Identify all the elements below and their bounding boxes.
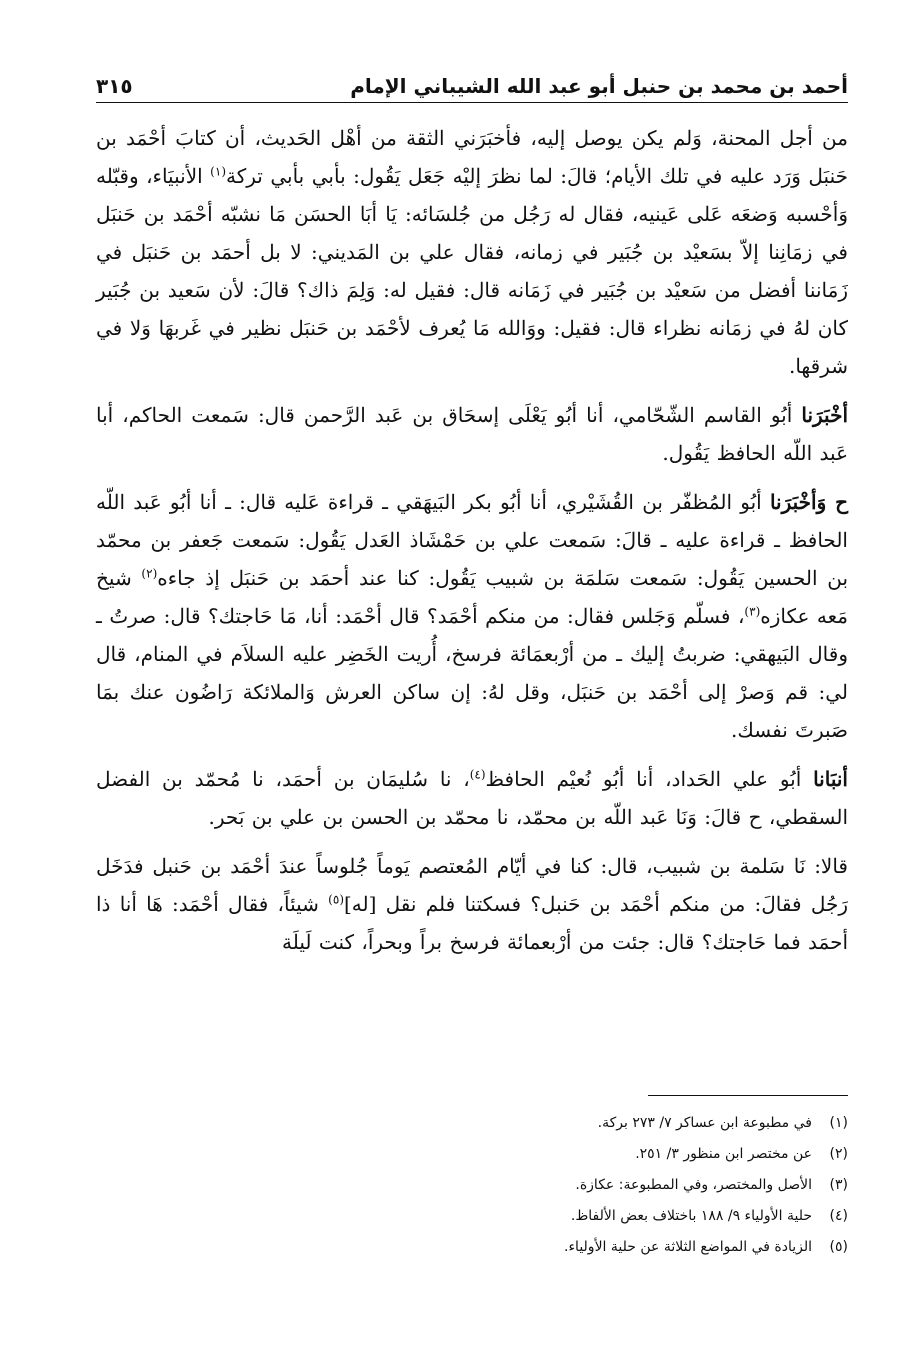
footnote-text: في مطبوعة ابن عساكر ٧/ ٢٧٣ بركة. — [597, 1115, 812, 1131]
paragraph — [96, 760, 848, 836]
paragraph-text: أبُو القاسم الشّحّامي، أنا أبُو يَعْلَى إسحَاق بن عَبد الرَّحمن قال: سَمعت الحاكم، أبا عَبد اللّه الحافظ يَقُول. — [96, 403, 848, 465]
paragraph — [96, 483, 848, 749]
paragraph-text: أبُو علي الحَداد، أنا أبُو نُعيْم الحافظ — [485, 767, 814, 791]
footnote-text: الزيادة في المواضع الثلاثة عن حلية الأولياء. — [564, 1239, 812, 1255]
isnad-lead: ح وَأخْبَرَنا — [769, 490, 848, 514]
footnote-number: (١) — [829, 1115, 848, 1131]
paragraph — [96, 847, 848, 961]
isnad-lead: أخْبَرَنا — [801, 403, 848, 427]
paragraph-text: قالا: نَا سَلمة بن شبيب، قال: كنا في أيّام المُعتصم يَوماً جُلوساً عندَ أحْمَد بن حَنبل فدَخَل رَجُل فقالَ: من منكم أحْمَد بن حَنبل؟ فسكتنا فلم نقل [له] — [96, 854, 848, 916]
footnote-text: حلية الأولياء ٩/ ١٨٨ باختلاف بعض الألفاظ. — [570, 1208, 812, 1224]
book-page — [96, 58, 848, 972]
footnotes — [96, 1095, 848, 1263]
paragraph-text: شيخ مَعه عكازه — [96, 566, 849, 628]
paragraph — [96, 396, 848, 472]
footnote — [96, 1139, 848, 1170]
paragraph-text: الأنبيَاء، وقبّله وَأحْسبه وَضعَه عَلى عَينيه، فقال له رَجُل من جُلسَائه: يَا أبَا الحسَن مَا نشبّه أحْمَد بن حَنبَل في زمَانِنا إلاّ بسَعيْد بن جُبَير في زمانه، فقال علي بن المَديني: لا بل أحمَد بن حَنبَل في زَمَاننا أفضل من سَعيْد بن جُبَير في زَمَانه قال: فقيل له: وَلِمَ ذاك؟ قالَ: لأن سَعيد بن جُبَير كان لهُ في زمَانه نظراء قال: فقيل: ووَالله مَا يُعرف لأحْمَد بن حَنبَل نظير في غَربهَا وَلا في شرقها. — [96, 164, 848, 378]
paragraph-text: من أجل المحنة، وَلم يكن يوصل إليه، فأخبَرَني الثقة من أهْل الحَديث، أن كتابَ أحْمَد بن حَنبَل وَرَد عليه في تلك الأيام؛ قالَ: لما نظرَ إليْه جَعَل يَقُول: بأبي بأبي تركة — [96, 126, 848, 188]
running-title: أحمد بن محمد بن حنبل أبو عبد الله الشيباني الإمام — [350, 74, 848, 98]
footnote-ref: (٣) — [744, 604, 761, 619]
footnote-number: (٢) — [829, 1146, 848, 1162]
paragraph-text: ، فسلّم وَجَلس فقال: من منكم أحْمَد؟ قال أحْمَد: أنا، مَا حَاجتك؟ قال: صرتُ ـ وقال البَيهقي: ضربتُ إليك ـ من أرْبعمَائة فرسخ، أُريت الخَضِر عليه السلاَم في المنام، قال لي: قم وَصرْ إلى أحْمَد بن حَنبَل، وقل لهُ: إن ساكن العرش وَالملائكة رَاضُون عنك بمَا صَبرتَ نفسك. — [96, 604, 848, 742]
footnote-number: (٥) — [829, 1239, 848, 1255]
paragraph-text: أبُو المُظفّر بن القُشَيْري، أنا أبُو بكر البَيهَقي ـ قراءة عَليه قال: ـ أنا أبُو عَبد اللّه الحافظ ـ قراءة عليه ـ قالَ: سَمعت علي بن حَمْشَاذ العَدل يَقُول: سَمعت جَعفر بن محمّد بن الحسين يَقُول: سَمعت سَلمَة بن شبيب يَقُول: كنا عند أحمَد بن حَنبَل إذ جاءه — [96, 490, 849, 590]
paragraph-text: ، نا سُليمَان بن أحمَد، نا مُحمّد بن الفضل السقطي، ح قالَ: وَنَا عَبد اللّه بن محمّد، نا محمّد بن الحسن بن علي بن بَحر. — [96, 767, 848, 829]
isnad-lead: أنبَانا — [813, 767, 848, 791]
page-number: ٣١٥ — [96, 74, 133, 98]
footnote-rule — [648, 1095, 848, 1096]
footnote — [96, 1170, 848, 1201]
footnote-ref: (٢) — [141, 566, 158, 581]
footnote-text: عن مختصر ابن منظور ٣/ ٢٥١. — [635, 1146, 812, 1162]
header-rule — [96, 102, 848, 103]
footnote — [96, 1232, 848, 1263]
footnote-ref: (٤) — [469, 767, 486, 782]
main-text — [96, 119, 848, 961]
paragraph-text: شيئاً، فقال أحْمَد: هَا أنا ذا أحمَد فما حَاجتك؟ قال: جئت من أرْبعمائة فرسخ براً وبحراً، كنت لَيلَة — [96, 892, 848, 954]
footnote-ref: (١) — [210, 164, 226, 179]
footnote — [96, 1108, 848, 1139]
footnote-number: (٤) — [829, 1208, 848, 1224]
running-header — [96, 58, 848, 98]
footnote-text: الأصل والمختصر، وفي المطبوعة: عكازة. — [575, 1177, 812, 1193]
footnote — [96, 1201, 848, 1232]
footnote-ref: (٥) — [328, 892, 344, 907]
paragraph — [96, 119, 848, 385]
footnote-number: (٣) — [829, 1177, 848, 1193]
